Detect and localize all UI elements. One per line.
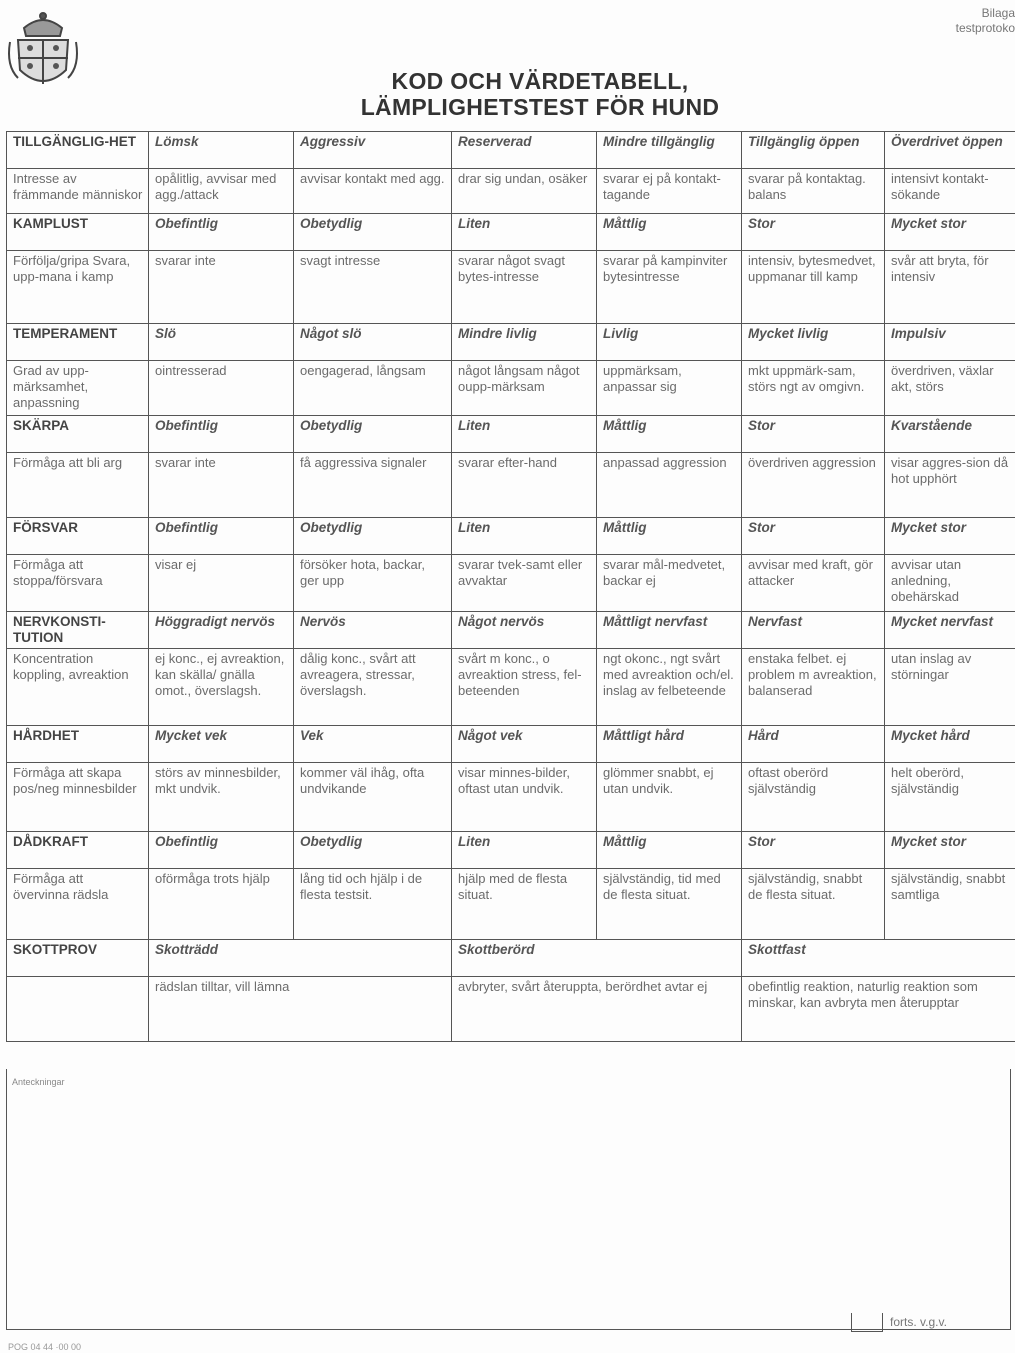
value-row [7, 763, 1015, 832]
grade-label: Mycket hård [885, 726, 1015, 763]
grade-label: Liten [452, 214, 597, 251]
grade-description: något långsam något oupp-märksam [452, 361, 597, 416]
grade-description: överdriven, växlar akt, störs [885, 361, 1015, 416]
grade-label: Mycket stor [885, 832, 1015, 869]
category-label: TILLGÄNGLIG-HET [7, 132, 149, 169]
grade-label: Liten [452, 416, 597, 453]
grade-description: drar sig undan, osäker [452, 169, 597, 214]
grade-description: självständig, snabbt samtliga [885, 869, 1015, 940]
grade-label: Mindre livlig [452, 324, 597, 361]
grade-description: glömmer snabbt, ej utan undvik. [597, 763, 742, 832]
grade-label: Mycket livlig [742, 324, 885, 361]
category-description: Förmåga att bli arg [7, 453, 149, 518]
grade-label: Liten [452, 518, 597, 555]
category-label: SKÄRPA [7, 416, 149, 453]
grade-description: självständig, tid med de flesta situat. [597, 869, 742, 940]
grade-description: svarar ej på kontakt-tagande [597, 169, 742, 214]
grade-description: oförmåga trots hjälp [149, 869, 294, 940]
attachment-line-1: Bilaga [981, 6, 1015, 20]
grade-description: svarar inte [149, 453, 294, 518]
grade-label: Måttlig [597, 518, 742, 555]
category-description: Förmåga att stoppa/försvara [7, 555, 149, 612]
page-title-line-2: LÄMPLIGHETSTEST FÖR HUND [360, 94, 720, 120]
grade-description: lång tid och hjälp i de flesta testsit. [294, 869, 452, 940]
grade-description: svarar på kampinviter bytesintresse [597, 251, 742, 324]
grade-description: ej konc., ej avreaktion, kan skälla/ gnälla omot., överslagsh. [149, 649, 294, 726]
grade-label: Skottfast [742, 940, 1015, 977]
category-label: DÅDKRAFT [7, 832, 149, 869]
grade-label: Tillgänglig öppen [742, 132, 885, 169]
grade-label: Mycket stor [885, 214, 1015, 251]
grade-description: ngt okonc., ngt svårt med avreaktion och/el. inslag av felbeteende [597, 649, 742, 726]
grade-label: Skotträdd [149, 940, 452, 977]
grade-description: utan inslag av störningar [885, 649, 1015, 726]
grade-row [7, 726, 1015, 763]
grade-row [7, 132, 1015, 169]
grade-description: svarar tvek-samt eller avvaktar [452, 555, 597, 612]
grade-label: Mindre tillgänglig [597, 132, 742, 169]
grade-label: Stor [742, 518, 885, 555]
grade-label: Obefintlig [149, 832, 294, 869]
grade-description: försöker hota, backar, ger upp [294, 555, 452, 612]
grade-description: rädslan tilltar, vill lämna [149, 977, 452, 1042]
value-row [7, 453, 1015, 518]
grade-label: Överdrivet öppen [885, 132, 1015, 169]
grade-label: Något slö [294, 324, 452, 361]
grade-description: obefintlig reaktion, naturlig reaktion som minskar, kan avbryta men återupptar [742, 977, 1015, 1042]
grade-description: svårt m konc., o avreaktion stress, fel-beteenden [452, 649, 597, 726]
category-label: NERVKONSTI-TUTION [7, 612, 149, 649]
grade-description: svarar på kontaktag. balans [742, 169, 885, 214]
attachment-label [956, 6, 1015, 36]
grade-description: avvisar kontakt med agg. [294, 169, 452, 214]
grade-label: Måttlig [597, 214, 742, 251]
grade-description: helt oberörd, självständig [885, 763, 1015, 832]
grade-label: Obetydlig [294, 416, 452, 453]
grade-label: Aggressiv [294, 132, 452, 169]
grade-label: Höggradigt nervös [149, 612, 294, 649]
value-row [7, 869, 1015, 940]
grade-label: Skottberörd [452, 940, 742, 977]
forts-checkbox[interactable] [851, 1313, 883, 1332]
grade-label: Obetydlig [294, 832, 452, 869]
grade-description: mkt uppmärk-sam, störs ngt av omgivn. [742, 361, 885, 416]
grade-description: svarar något svagt bytes-intresse [452, 251, 597, 324]
notes-area [6, 1069, 1011, 1330]
grade-label: Obetydlig [294, 214, 452, 251]
grade-label: Reserverad [452, 132, 597, 169]
grade-description: störs av minnesbilder, mkt undvik. [149, 763, 294, 832]
grade-label: Vek [294, 726, 452, 763]
value-row [7, 361, 1015, 416]
grade-label: Mycket vek [149, 726, 294, 763]
grade-label: Obefintlig [149, 518, 294, 555]
grade-label: Mycket nervfast [885, 612, 1015, 649]
grade-label: Måttlig [597, 416, 742, 453]
grade-description: självständig, snabbt de flesta situat. [742, 869, 885, 940]
grade-description: svarar inte [149, 251, 294, 324]
forts-label: forts. v.g.v. [890, 1315, 947, 1329]
page-title-line-1: KOD OCH VÄRDETABELL, [391, 68, 689, 94]
grade-label: Slö [149, 324, 294, 361]
grade-label: Måttligt hård [597, 726, 742, 763]
attachment-line-2: testprotoko [955, 21, 1015, 35]
coat-of-arms-logo [4, 8, 82, 94]
grade-description: svår att bryta, för intensiv [885, 251, 1015, 324]
code-value-table [6, 131, 1015, 1042]
grade-row [7, 940, 1015, 977]
form-code: POG 04 44 ·00 00 [8, 1342, 82, 1352]
category-description: Förfölja/gripa Svara, upp-mana i kamp [7, 251, 149, 324]
grade-description: oftast oberörd självständig [742, 763, 885, 832]
grade-label: Nervös [294, 612, 452, 649]
category-label: TEMPERAMENT [7, 324, 149, 361]
grade-description: visar aggres-sion då hot upphört [885, 453, 1015, 518]
grade-description: oengagerad, långsam [294, 361, 452, 416]
grade-label: Livlig [597, 324, 742, 361]
grade-label: Något nervös [452, 612, 597, 649]
category-description: Förmåga att övervinna rädsla [7, 869, 149, 940]
grade-description: visar ej [149, 555, 294, 612]
grade-label: Obetydlig [294, 518, 452, 555]
notes-label: Anteckningar [12, 1077, 65, 1087]
category-label: KAMPLUST [7, 214, 149, 251]
grade-description: dålig konc., svårt att avreagera, stressar, överslagsh. [294, 649, 452, 726]
grade-label: Måttligt nervfast [597, 612, 742, 649]
grade-description: hjälp med de flesta situat. [452, 869, 597, 940]
grade-description: visar minnes-bilder, oftast utan undvik. [452, 763, 597, 832]
grade-label: Måttlig [597, 832, 742, 869]
grade-description: svarar efter-hand [452, 453, 597, 518]
grade-label: Stor [742, 832, 885, 869]
category-label: SKOTTPROV [7, 940, 149, 977]
grade-description: intensiv, bytesmedvet, uppmanar till kamp [742, 251, 885, 324]
grade-description: enstaka felbet. ej problem m avreaktion, balanserad [742, 649, 885, 726]
category-label: FÖRSVAR [7, 518, 149, 555]
grade-label: Lömsk [149, 132, 294, 169]
value-row [7, 251, 1015, 324]
grade-description: överdriven aggression [742, 453, 885, 518]
grade-label: Stor [742, 214, 885, 251]
value-row [7, 649, 1015, 726]
grade-description: få aggressiva signaler [294, 453, 452, 518]
category-description: Grad av upp-märksamhet, anpassning [7, 361, 149, 416]
grade-description: ointresserad [149, 361, 294, 416]
grade-label: Kvarstående [885, 416, 1015, 453]
grade-row [7, 518, 1015, 555]
category-description: Intresse av främmande människor [7, 169, 149, 214]
grade-label: Liten [452, 832, 597, 869]
grade-row [7, 324, 1015, 361]
grade-description: kommer väl ihåg, ofta undvikande [294, 763, 452, 832]
grade-label: Mycket stor [885, 518, 1015, 555]
grade-label: Stor [742, 416, 885, 453]
grade-label: Obefintlig [149, 214, 294, 251]
grade-label: Något vek [452, 726, 597, 763]
value-row [7, 169, 1015, 214]
empty-cell [7, 977, 149, 1042]
grade-label: Impulsiv [885, 324, 1015, 361]
grade-description: avvisar med kraft, gör attacker [742, 555, 885, 612]
grade-description: avvisar utan anledning, obehärskad [885, 555, 1015, 612]
grade-description: opålitlig, avvisar med agg./attack [149, 169, 294, 214]
grade-row [7, 214, 1015, 251]
grade-row [7, 832, 1015, 869]
value-row [7, 977, 1015, 1042]
category-label: HÅRDHET [7, 726, 149, 763]
grade-description: avbryter, svårt återuppta, berördhet avtar ej [452, 977, 742, 1042]
grade-description: svagt intresse [294, 251, 452, 324]
category-description: Koncentration koppling, avreaktion [7, 649, 149, 726]
category-description: Förmåga att skapa pos/neg minnesbilder [7, 763, 149, 832]
grade-description: svarar mål-medvetet, backar ej [597, 555, 742, 612]
grade-row [7, 612, 1015, 649]
grade-description: uppmärksam, anpassar sig [597, 361, 742, 416]
value-row [7, 555, 1015, 612]
grade-description: anpassad aggression [597, 453, 742, 518]
grade-row [7, 416, 1015, 453]
grade-label: Obefintlig [149, 416, 294, 453]
grade-description: intensivt kontakt-sökande [885, 169, 1015, 214]
grade-label: Hård [742, 726, 885, 763]
grade-label: Nervfast [742, 612, 885, 649]
